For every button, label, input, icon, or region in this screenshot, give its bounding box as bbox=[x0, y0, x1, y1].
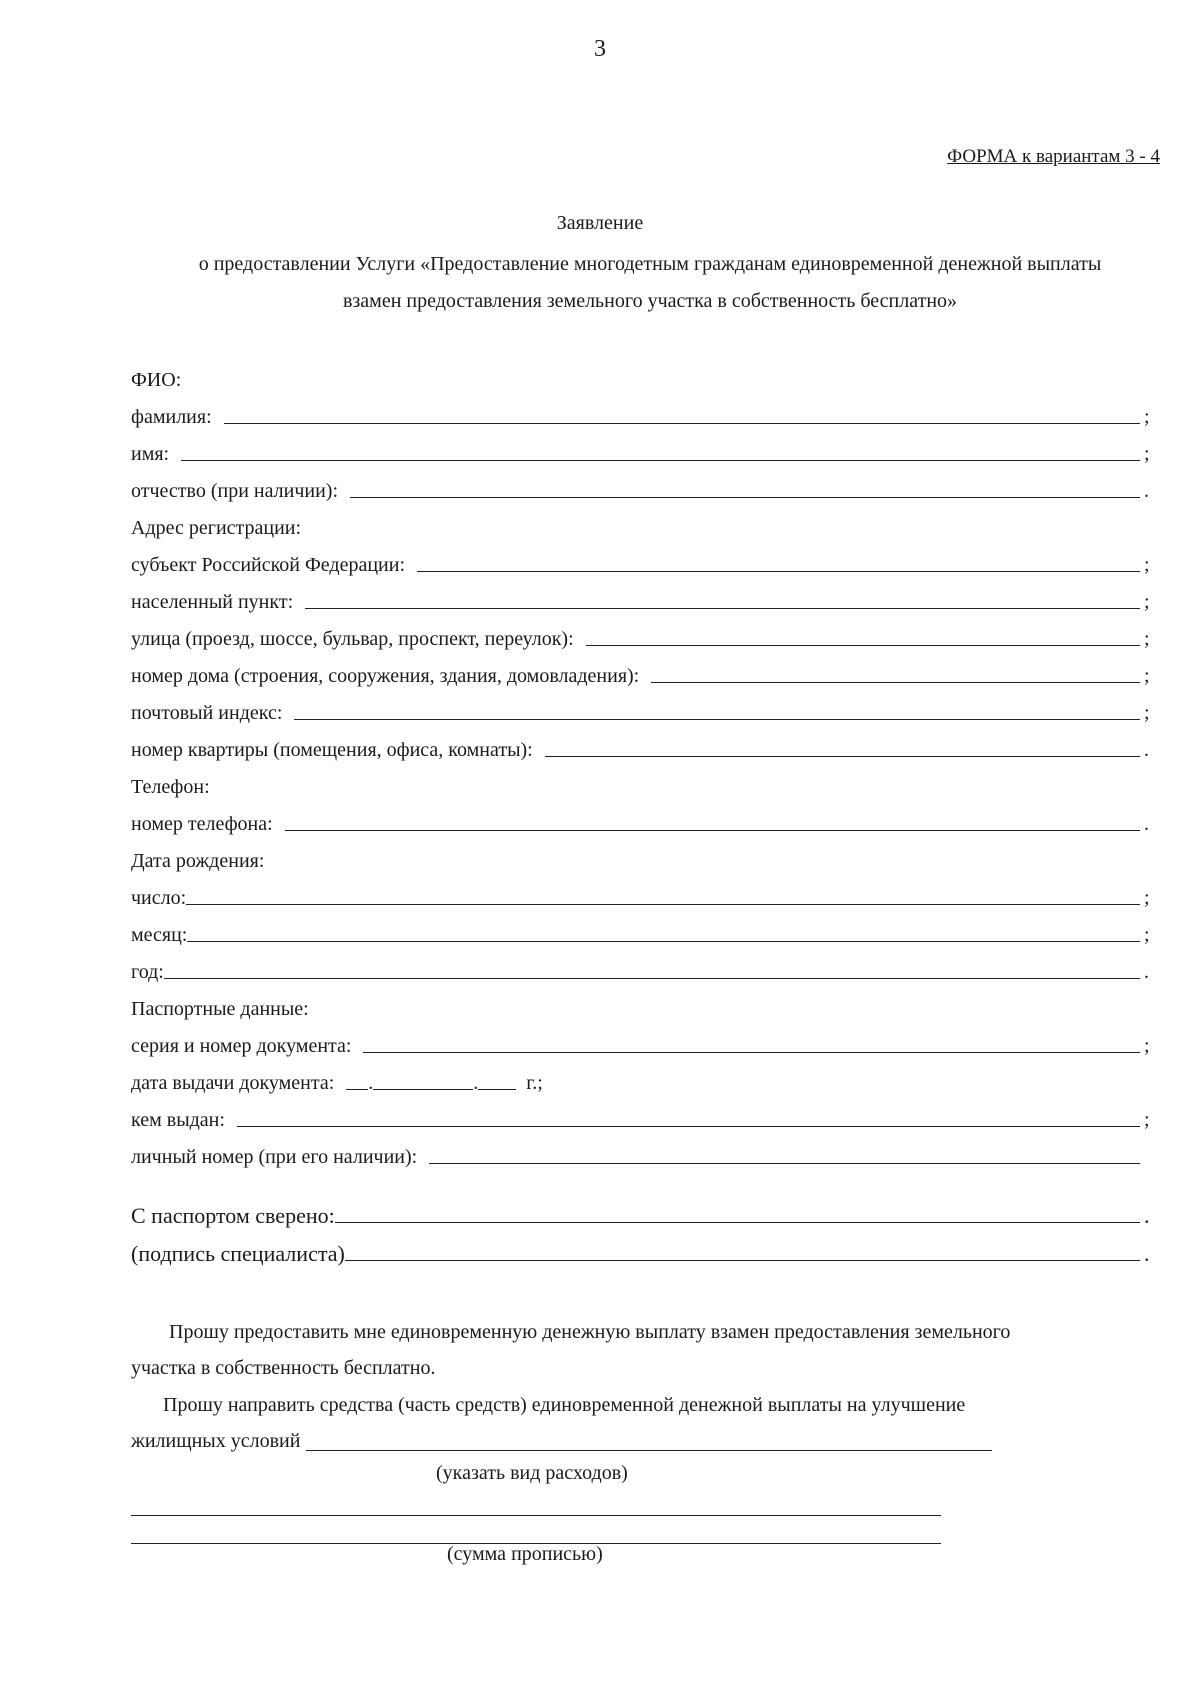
date-separator: . bbox=[368, 1072, 374, 1094]
apartment-field[interactable] bbox=[545, 738, 1140, 757]
postcode-field[interactable] bbox=[294, 701, 1140, 720]
name-field[interactable] bbox=[181, 442, 1140, 461]
doc-number-label: серия и номер документа: bbox=[131, 1035, 352, 1057]
fio-header: ФИО: bbox=[131, 369, 182, 391]
day-label: число: bbox=[131, 887, 187, 909]
subtitle-line-2: взамен предоставления земельного участка в собственность бесплатно» bbox=[342, 290, 958, 312]
line-end: . bbox=[1144, 1203, 1150, 1228]
region-field[interactable] bbox=[417, 553, 1140, 572]
line-end: . bbox=[1144, 480, 1149, 502]
sum-caption: (сумма прописью) bbox=[447, 1543, 603, 1565]
expense-type-field[interactable] bbox=[306, 1432, 992, 1451]
patronymic-label: отчество (при наличии): bbox=[131, 480, 339, 502]
date-separator: . bbox=[473, 1072, 479, 1094]
phone-header: Телефон: bbox=[131, 776, 210, 798]
issue-month-field[interactable] bbox=[373, 1071, 473, 1090]
year-field[interactable] bbox=[164, 960, 1140, 979]
line-end: . bbox=[1144, 739, 1149, 761]
form-reference: ФОРМА к вариантам 3 - 4 bbox=[947, 146, 1160, 167]
address-header: Адрес регистрации: bbox=[131, 517, 302, 539]
issue-date-suffix: г.; bbox=[526, 1072, 543, 1094]
verification-block bbox=[131, 1190, 1156, 1266]
request-paragraph-1 bbox=[131, 1314, 1131, 1386]
surname-label: фамилия: bbox=[131, 406, 212, 428]
page-number: 3 bbox=[594, 36, 606, 62]
region-label: субъект Российской Федерации: bbox=[131, 554, 406, 576]
street-label: улица (проезд, шоссе, бульвар, проспект, переулок): bbox=[131, 628, 574, 650]
request-p1-line1: Прошу предоставить мне единовременную денежную выплату взамен предоставления земельного bbox=[169, 1321, 1011, 1343]
issued-by-label: кем выдан: bbox=[131, 1109, 225, 1131]
line-end: ; bbox=[1144, 406, 1150, 428]
street-field[interactable] bbox=[586, 627, 1140, 646]
request-p1-line2: участка в собственность бесплатно. bbox=[131, 1357, 436, 1379]
issue-date-label: дата выдачи документа: bbox=[131, 1072, 335, 1094]
line-end: ; bbox=[1144, 554, 1150, 576]
line-end: ; bbox=[1144, 887, 1150, 909]
passport-header: Паспортные данные: bbox=[131, 998, 309, 1020]
issue-day-field[interactable] bbox=[346, 1071, 368, 1090]
month-field[interactable] bbox=[187, 923, 1140, 942]
line-end: . bbox=[1144, 813, 1149, 835]
document-title: Заявление bbox=[556, 212, 644, 234]
line-end: ; bbox=[1144, 591, 1150, 613]
document-subtitle bbox=[100, 246, 1200, 320]
line-end: ; bbox=[1144, 924, 1150, 946]
personal-number-field[interactable] bbox=[429, 1145, 1140, 1164]
sum-field-line-1[interactable] bbox=[131, 1515, 941, 1516]
signature-label: (подпись специалиста) bbox=[131, 1241, 345, 1266]
doc-number-field[interactable] bbox=[363, 1034, 1140, 1053]
personal-number-label: личный номер (при его наличии): bbox=[131, 1146, 418, 1168]
month-label: месяц: bbox=[131, 924, 188, 946]
request-p2-line1: Прошу направить средства (часть средств) единовременной денежной выплаты на улучшение bbox=[163, 1394, 966, 1416]
house-field[interactable] bbox=[651, 664, 1140, 683]
request-p2-line2: жилищных условий bbox=[131, 1430, 301, 1452]
line-end: ; bbox=[1144, 1035, 1150, 1057]
passport-checked-field[interactable] bbox=[335, 1204, 1140, 1223]
line-end: ; bbox=[1144, 628, 1150, 650]
day-field[interactable] bbox=[186, 886, 1140, 905]
surname-field[interactable] bbox=[224, 405, 1140, 424]
name-label: имя: bbox=[131, 443, 170, 465]
line-end: . bbox=[1144, 961, 1149, 983]
locality-label: населенный пункт: bbox=[131, 591, 294, 613]
subtitle-line-1: о предоставлении Услуги «Предоставление многодетным гражданам единовременной денежной выплаты bbox=[198, 253, 1102, 275]
phone-label: номер телефона: bbox=[131, 813, 273, 835]
birth-header: Дата рождения: bbox=[131, 850, 265, 872]
line-end: ; bbox=[1144, 443, 1150, 465]
expense-caption: (указать вид расходов) bbox=[436, 1462, 628, 1484]
signature-field[interactable] bbox=[345, 1242, 1140, 1261]
line-end: . bbox=[1144, 1241, 1150, 1266]
patronymic-field[interactable] bbox=[350, 479, 1140, 498]
locality-field[interactable] bbox=[305, 590, 1140, 609]
postcode-label: почтовый индекс: bbox=[131, 702, 283, 724]
line-end: ; bbox=[1144, 665, 1150, 687]
phone-field[interactable] bbox=[285, 812, 1140, 831]
issue-year-field[interactable] bbox=[478, 1071, 516, 1090]
line-end: ; bbox=[1144, 1109, 1150, 1131]
applicant-form bbox=[131, 355, 1156, 1169]
house-label: номер дома (строения, сооружения, здания, домовладения): bbox=[131, 665, 640, 687]
apartment-label: номер квартиры (помещения, офиса, комнаты): bbox=[131, 739, 533, 761]
request-paragraph-2 bbox=[131, 1387, 1131, 1459]
year-label: год: bbox=[131, 961, 164, 983]
issued-by-field[interactable] bbox=[237, 1108, 1140, 1127]
passport-checked-label: С паспортом сверено: bbox=[131, 1203, 335, 1228]
line-end: ; bbox=[1144, 702, 1150, 724]
